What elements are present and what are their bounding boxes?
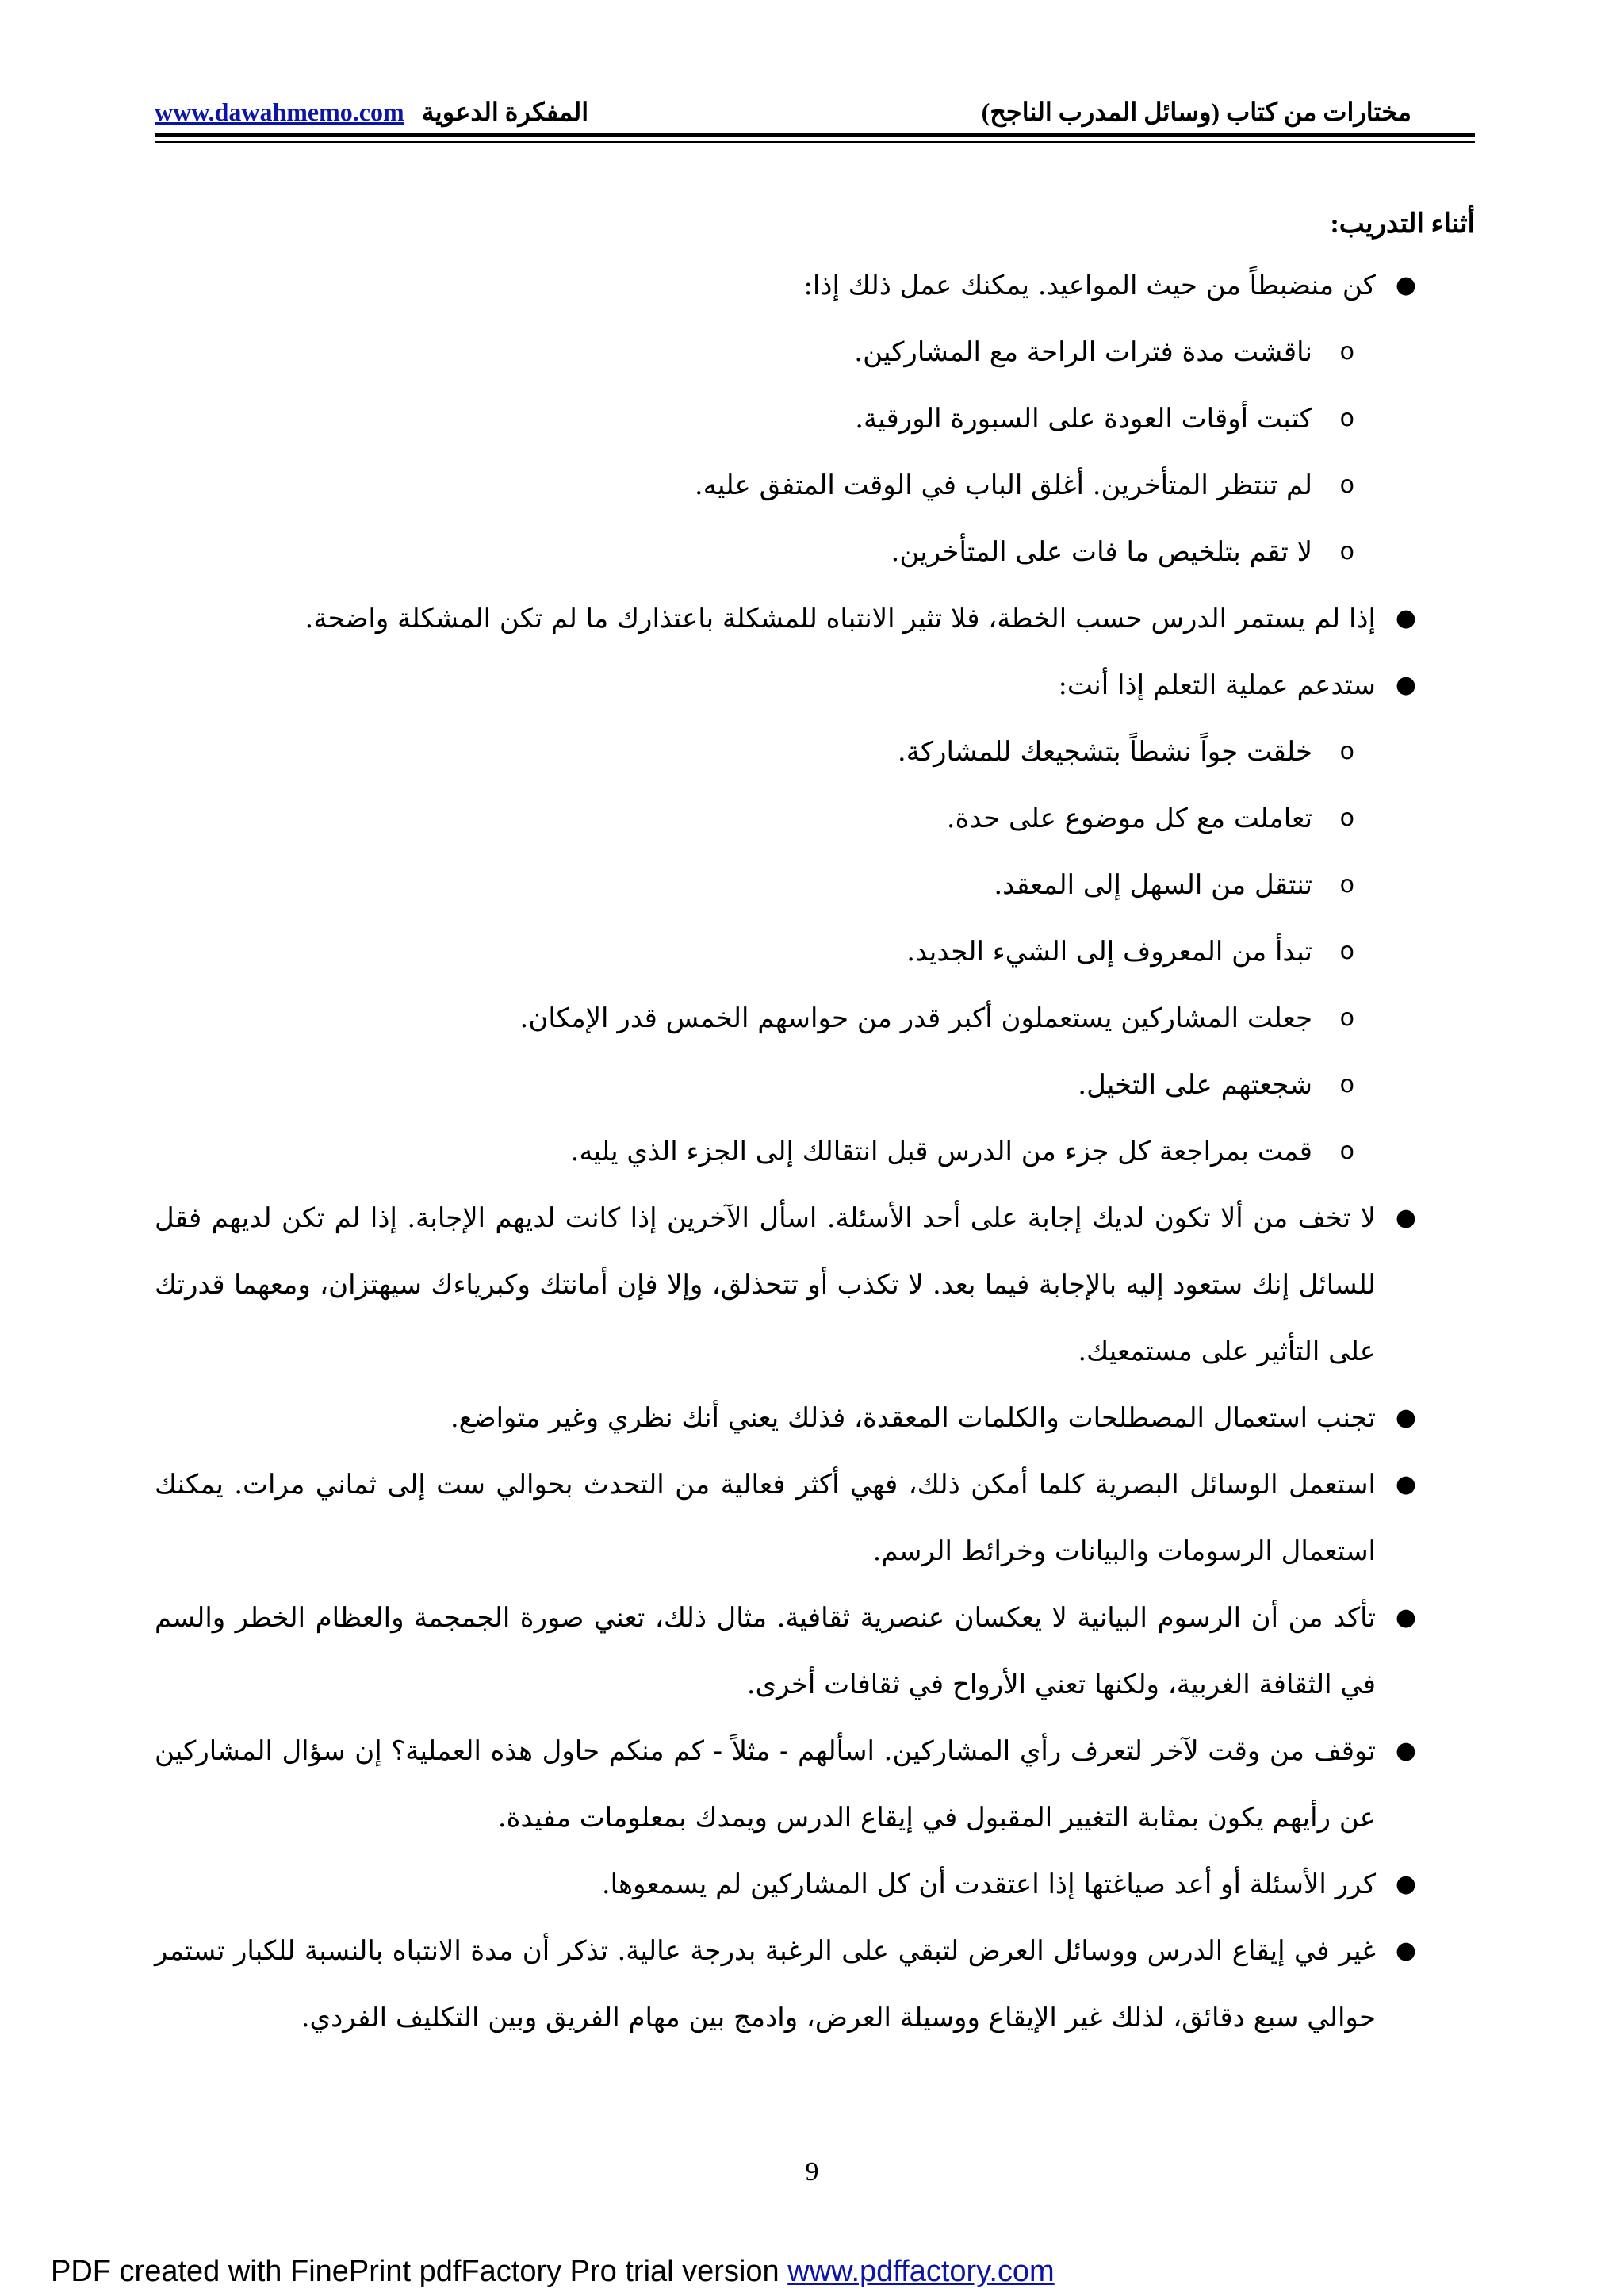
site-link[interactable]: www.dawahmemo.com — [155, 98, 404, 126]
pdf-footer — [51, 2255, 1055, 2289]
bullet-text: إذا لم يستمر الدرس حسب الخطة، فلا تثير الانتباه للمشكلة باعتذارك ما لم تكن المشكلة واضحة. — [304, 603, 1376, 634]
bullet-icon: ● — [1395, 1937, 1416, 1964]
site-info — [155, 97, 588, 127]
sub-list-item — [155, 985, 1475, 1052]
list-item — [155, 1385, 1475, 1451]
footer-text: PDF created with FinePrint pdfFactory Pro trial version — [51, 2255, 788, 2288]
bullet-icon: ● — [1395, 1404, 1416, 1432]
bullet-text: غير في إيقاع الدرس ووسائل العرض لتبقي على الرغبة بدرجة عالية. تذكر أن مدة الانتباه بالنسبة للكبار تستمر حوالي سبع دقائق، لذلك غير الإيقاع ووسيلة العرض، وادمج بين مهام الفريق وبين التكليف الفردي. — [155, 1935, 1376, 2033]
sub-list-item — [155, 385, 1475, 452]
page-content — [155, 197, 1475, 2051]
list-item — [155, 1451, 1475, 1585]
list-item — [155, 1585, 1475, 1718]
sub-list-item — [155, 719, 1475, 785]
sub-list-item — [155, 918, 1475, 985]
circle-bullet-icon: o — [1339, 738, 1354, 765]
section-title: أثناء التدريب: — [1330, 209, 1475, 239]
circle-bullet-icon: o — [1339, 1071, 1354, 1098]
sub-list-item — [155, 1052, 1475, 1118]
sub-bullet-text: لم تنتظر المتأخرين. أغلق الباب في الوقت المتفق عليه. — [694, 470, 1312, 501]
sub-bullet-text: قمت بمراجعة كل جزء من الدرس قبل انتقالك إلى الجزء الذي يليه. — [570, 1136, 1312, 1167]
sub-list-item — [155, 319, 1475, 385]
book-title: مختارات من كتاب (وسائل المدرب الناجح) — [981, 98, 1411, 126]
sub-bullet-text: كتبت أوقات العودة على السبورة الورقية. — [855, 403, 1312, 435]
page-header — [155, 89, 1475, 136]
circle-bullet-icon: o — [1339, 404, 1354, 432]
circle-bullet-icon: o — [1339, 471, 1354, 499]
bullet-text: تأكد من أن الرسوم البيانية لا يعكسان عنصرية ثقافية. مثال ذلك، تعني صورة الجمجمة والعظام الخطر والسم في الثقافة الغربية، ولكنها تعني الأرواح في ثقافات أخرى. — [155, 1602, 1376, 1700]
circle-bullet-icon: o — [1339, 338, 1354, 366]
sub-bullet-text: ناقشت مدة فترات الراحة مع المشاركين. — [854, 336, 1312, 368]
sub-list-item — [155, 452, 1475, 519]
bullet-icon: ● — [1395, 1604, 1416, 1631]
bullet-icon: ● — [1395, 671, 1416, 699]
bullet-text: ستدعم عملية التعلم إذا أنت: — [1058, 669, 1376, 701]
bullet-text: تجنب استعمال المصطلحات والكلمات المعقدة، فذلك يعني أنك نظري وغير متواضع. — [450, 1402, 1376, 1434]
circle-bullet-icon: o — [1339, 871, 1354, 899]
site-name: المفكرة الدعوية — [421, 98, 589, 126]
circle-bullet-icon: o — [1339, 937, 1354, 965]
sub-bullet-text: خلقت جواً نشطاً بتشجيعك للمشاركة. — [897, 736, 1312, 768]
circle-bullet-icon: o — [1339, 804, 1354, 832]
sub-bullet-text: لا تقم بتلخيص ما فات على المتأخرين. — [891, 536, 1312, 568]
circle-bullet-icon: o — [1339, 1004, 1354, 1032]
bullet-icon: ● — [1395, 1204, 1416, 1232]
sub-bullet-text: تبدأ من المعروف إلى الشيء الجديد. — [906, 936, 1312, 968]
bullet-text: كرر الأسئلة أو أعد صياغتها إذا اعتقدت أن كل المشاركين لم يسمعوها. — [601, 1869, 1376, 1900]
list-item — [155, 1918, 1475, 2051]
bullet-icon: ● — [1395, 1870, 1416, 1898]
bullet-icon: ● — [1395, 1470, 1416, 1498]
sub-list-item — [155, 1118, 1475, 1185]
header-rule-thin — [155, 141, 1475, 143]
bullet-text: كن منضبطاً من حيث المواعيد. يمكنك عمل ذلك إذا: — [803, 270, 1376, 301]
bullet-icon: ● — [1395, 271, 1416, 299]
page-number: 9 — [805, 2157, 819, 2187]
footer-link[interactable]: www.pdffactory.com — [787, 2255, 1055, 2288]
header-rule-thick — [155, 133, 1475, 137]
bullet-icon: ● — [1395, 1737, 1416, 1765]
list-item — [155, 1185, 1475, 1385]
list-item — [155, 585, 1475, 652]
circle-bullet-icon: o — [1339, 538, 1354, 565]
list-item — [155, 1718, 1475, 1851]
list-item — [155, 1851, 1475, 1918]
list-item — [155, 652, 1475, 719]
sub-list-item — [155, 852, 1475, 918]
sub-bullet-text: تنتقل من السهل إلى المعقد. — [994, 869, 1312, 901]
sub-list-item — [155, 519, 1475, 585]
circle-bullet-icon: o — [1339, 1137, 1354, 1165]
bullet-icon: ● — [1395, 604, 1416, 632]
list-item — [155, 252, 1475, 319]
sub-bullet-text: جعلت المشاركين يستعملون أكبر قدر من حواسهم الخمس قدر الإمكان. — [519, 1002, 1312, 1034]
sub-bullet-text: تعاملت مع كل موضوع على حدة. — [946, 803, 1312, 834]
bullet-text: لا تخف من ألا تكون لديك إجابة على أحد الأسئلة. اسأل الآخرين إذا كانت لديهم الإجابة. إذا لم تكن لديهم فقل للسائل إنك ستعود إليه بالإجابة فيما بعد. لا تكذب أو تتحذلق، وإلا فإن أمانتك وكبرياءك سيهتزان، ومعهما قدرتك على التأثير على مستمعيك. — [155, 1202, 1376, 1367]
bullet-text: استعمل الوسائل البصرية كلما أمكن ذلك، فهي أكثر فعالية من التحدث بحوالي ست إلى ثماني مرات. يمكنك استعمال الرسومات والبيانات وخرائط الرسم. — [155, 1469, 1376, 1567]
sub-bullet-text: شجعتهم على التخيل. — [1078, 1069, 1312, 1101]
bullet-text: توقف من وقت لآخر لتعرف رأي المشاركين. اسألهم - مثلاً - كم منكم حاول هذه العملية؟ إن سؤال المشاركين عن رأيهم يكون بمثابة التغيير المقبول في إيقاع الدرس ويمدك بمعلومات مفيدة. — [155, 1735, 1376, 1834]
sub-list-item — [155, 785, 1475, 852]
